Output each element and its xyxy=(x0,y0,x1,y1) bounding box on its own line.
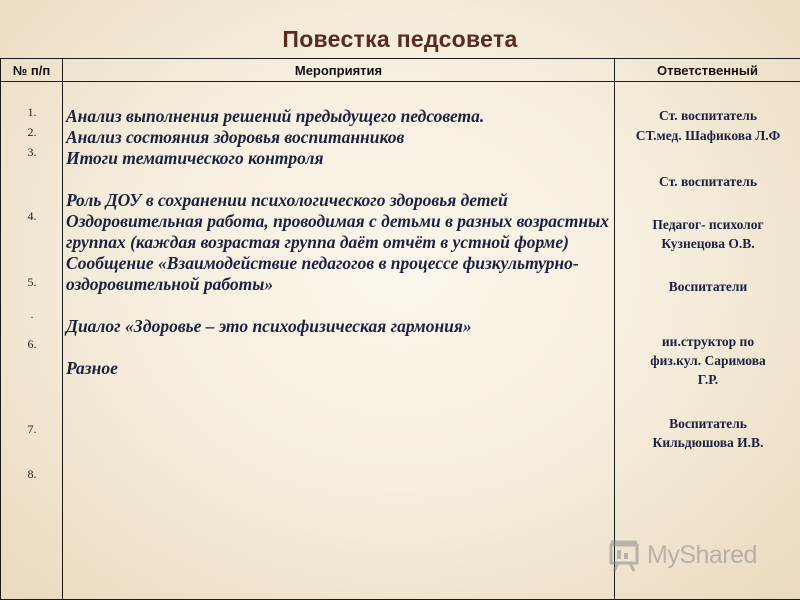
watermark xyxy=(609,538,757,572)
watermark-text: MyShared xyxy=(647,540,757,569)
item-number: 6. xyxy=(27,337,37,351)
item-number: 7. xyxy=(27,422,37,436)
event-item: Диалог «Здоровье – это психофизическая гармония» xyxy=(66,316,472,336)
responsible-cell xyxy=(615,82,800,600)
header-events: Мероприятия xyxy=(63,59,615,82)
item-number: 3. xyxy=(27,145,37,159)
presentation-board-icon xyxy=(609,538,643,572)
responsible-item: Воспитатели xyxy=(668,279,748,294)
responsible-item: ин.структор по физ.кул. Саримова Г.Р. xyxy=(650,334,766,387)
item-number: 2. xyxy=(27,125,37,139)
responsible-item: Ст. воспитатель xyxy=(659,108,757,123)
header-num: № п/п xyxy=(1,59,63,82)
responsible-item: Педагог- психолог Кузнецова О.В. xyxy=(652,217,764,251)
page-title: Повестка педсовета xyxy=(282,26,518,52)
agenda-table xyxy=(0,58,800,600)
item-number: 5. xyxy=(27,275,37,289)
item-number: 4. xyxy=(27,209,37,223)
event-item: Сообщение «Взаимодействие педагогов в процессе физкультурно-оздоровительной работы» xyxy=(66,253,579,294)
events-cell xyxy=(63,82,615,600)
event-item: Итоги тематического контроля xyxy=(66,148,324,168)
item-number: 8. xyxy=(27,467,37,481)
responsible-item: Воспитатель Кильдюшова И.В. xyxy=(652,416,764,450)
event-item: Оздоровительная работа, проводимая с детьми в разных возрастных группах (каждая возрастая группа даёт отчёт в устной форме) xyxy=(66,211,610,252)
numbers-cell xyxy=(1,82,63,600)
event-item: Роль ДОУ в сохранении психологического здоровья детей xyxy=(66,190,508,210)
event-item: Анализ состояния здоровья воспитанников xyxy=(66,127,405,147)
item-number: 1. xyxy=(27,105,37,119)
responsible-item: Ст. воспитатель xyxy=(659,174,757,189)
responsible-item: СТ.мед. Шафикова Л.Ф xyxy=(635,128,781,143)
event-item: Разное xyxy=(66,358,118,378)
event-item: Анализ выполнения решений предыдущего педсовета. xyxy=(66,106,485,126)
table-row xyxy=(1,82,800,600)
item-number: . xyxy=(30,307,34,321)
table-header-row xyxy=(1,59,800,82)
header-responsible: Ответственный xyxy=(615,59,800,82)
